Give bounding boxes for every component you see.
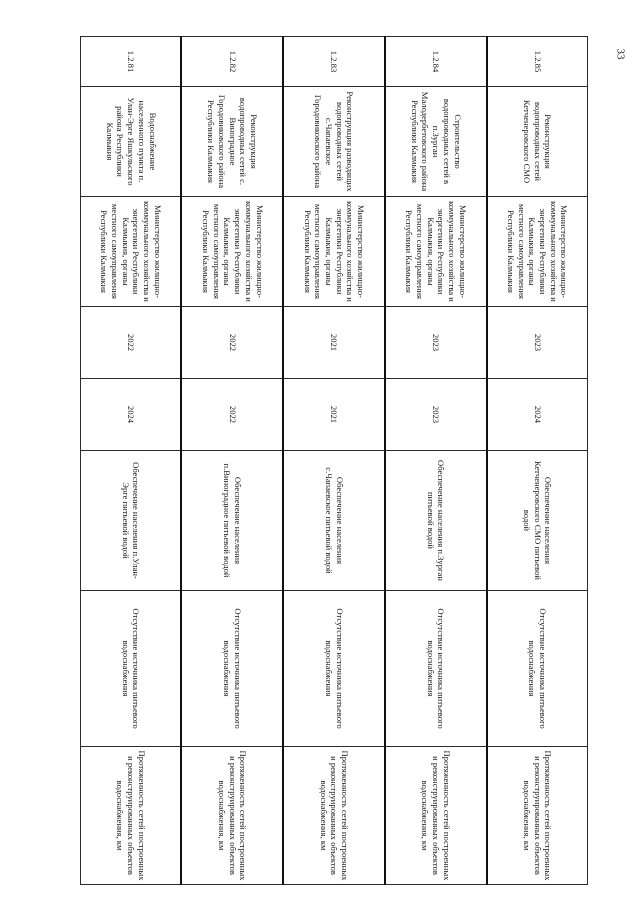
cell-event: Водоснабжение населенного пункта п. Улан-Эрге Яшкульского района Республики Калмыкия [81, 87, 182, 197]
cell-goal: Обеспечение населения п.Улан-Эрге питьевой водой [81, 451, 182, 591]
cell-indicator: Протяженность сетей построенных и реконструированных объектов водоснабжения, км [385, 747, 487, 885]
cell-start-year: 2023 [487, 307, 588, 379]
table-row [283, 37, 385, 885]
cell-goal: Обеспечение населения с.Чапаевское питьевой водой [283, 451, 385, 591]
cell-problem: Отсутствие источника питьевого водоснабжения [283, 591, 385, 747]
cell-problem: Отсутствие источника питьевого водоснабжения [487, 591, 588, 747]
cell-problem: Отсутствие источника питьевого водоснабжения [81, 591, 182, 747]
table-frame [80, 36, 588, 884]
cell-end-year: 2021 [283, 379, 385, 451]
cell-indicator: Протяженность сетей построенных и реконструированных объектов водоснабжения, км [283, 747, 385, 885]
cell-end-year: 2024 [487, 379, 588, 451]
cell-end-year: 2023 [385, 379, 487, 451]
cell-executor: Министерство жилищно-коммунального хозяйства и энергетики Республики Калмыкия, органы местного самоуправления Республики Калмыкия [81, 197, 182, 307]
cell-end-year: 2022 [181, 379, 283, 451]
cell-event: Реконструкция водопроводных сетей Кетченеровского СМО [487, 87, 588, 197]
cell-start-year: 2023 [385, 307, 487, 379]
table-row [385, 37, 487, 885]
cell-num: 1.2.85 [487, 37, 588, 87]
cell-executor: Министерство жилищно-коммунального хозяйства и энергетики Республики Калмыкия, органы местного самоуправления Республики Калмыкия [385, 197, 487, 307]
cell-executor: Министерство жилищно-коммунального хозяйства и энергетики Республики Калмыкия, органы местного самоуправления Республики Калмыкия [283, 197, 385, 307]
cell-indicator: Протяженность сетей построенных и реконструированных объектов водоснабжения, км [487, 747, 588, 885]
cell-start-year: 2022 [181, 307, 283, 379]
cell-start-year: 2021 [283, 307, 385, 379]
table-row [181, 37, 283, 885]
cell-problem: Отсутствие источника питьевого водоснабжения [385, 591, 487, 747]
cell-num: 1.2.84 [385, 37, 487, 87]
cell-event: Реконструкция разводящих водопроводных сетей с.Чапаевское Городовиковского района [283, 87, 385, 197]
cell-executor: Министерство жилищно-коммунального хозяйства и энергетики Республики Калмыкия, органы местного самоуправления Республики Калмыкия [181, 197, 283, 307]
cell-goal: Обеспечение населения п.Зурган питьевой водой [385, 451, 487, 591]
cell-goal: Обеспечение населения п.Виноградное питьевой водой [181, 451, 283, 591]
rotated-table-wrapper [80, 36, 588, 884]
cell-event: Строительство водопроводных сетей в п.Зурган Малодербетовского района Республики Калмыкия [385, 87, 487, 197]
cell-start-year: 2022 [81, 307, 182, 379]
measures-table [80, 36, 588, 885]
cell-num: 1.2.81 [81, 37, 182, 87]
cell-problem: Отсутствие источника питьевого водоснабжения [181, 591, 283, 747]
table-row [81, 37, 182, 885]
cell-num: 1.2.82 [181, 37, 283, 87]
cell-goal: Обеспечение населения Кетченеровского СМО питьевой водой [487, 451, 588, 591]
page-number: 33 [614, 48, 627, 60]
cell-indicator: Протяженность сетей построенных и реконструированных объектов водоснабжения, км [81, 747, 182, 885]
cell-end-year: 2024 [81, 379, 182, 451]
cell-indicator: Протяженность сетей построенных и реконструированных объектов водоснабжения, км [181, 747, 283, 885]
cell-executor: Министерство жилищно-коммунального хозяйства и энергетики Республики Калмыкия, органы местного самоуправления Республики Калмыкия [487, 197, 588, 307]
cell-num: 1.2.83 [283, 37, 385, 87]
cell-event: Реконструкция водопроводных сетей с. Виноградное Городовиковского района Республики Калмыкия [181, 87, 283, 197]
table-row [487, 37, 588, 885]
